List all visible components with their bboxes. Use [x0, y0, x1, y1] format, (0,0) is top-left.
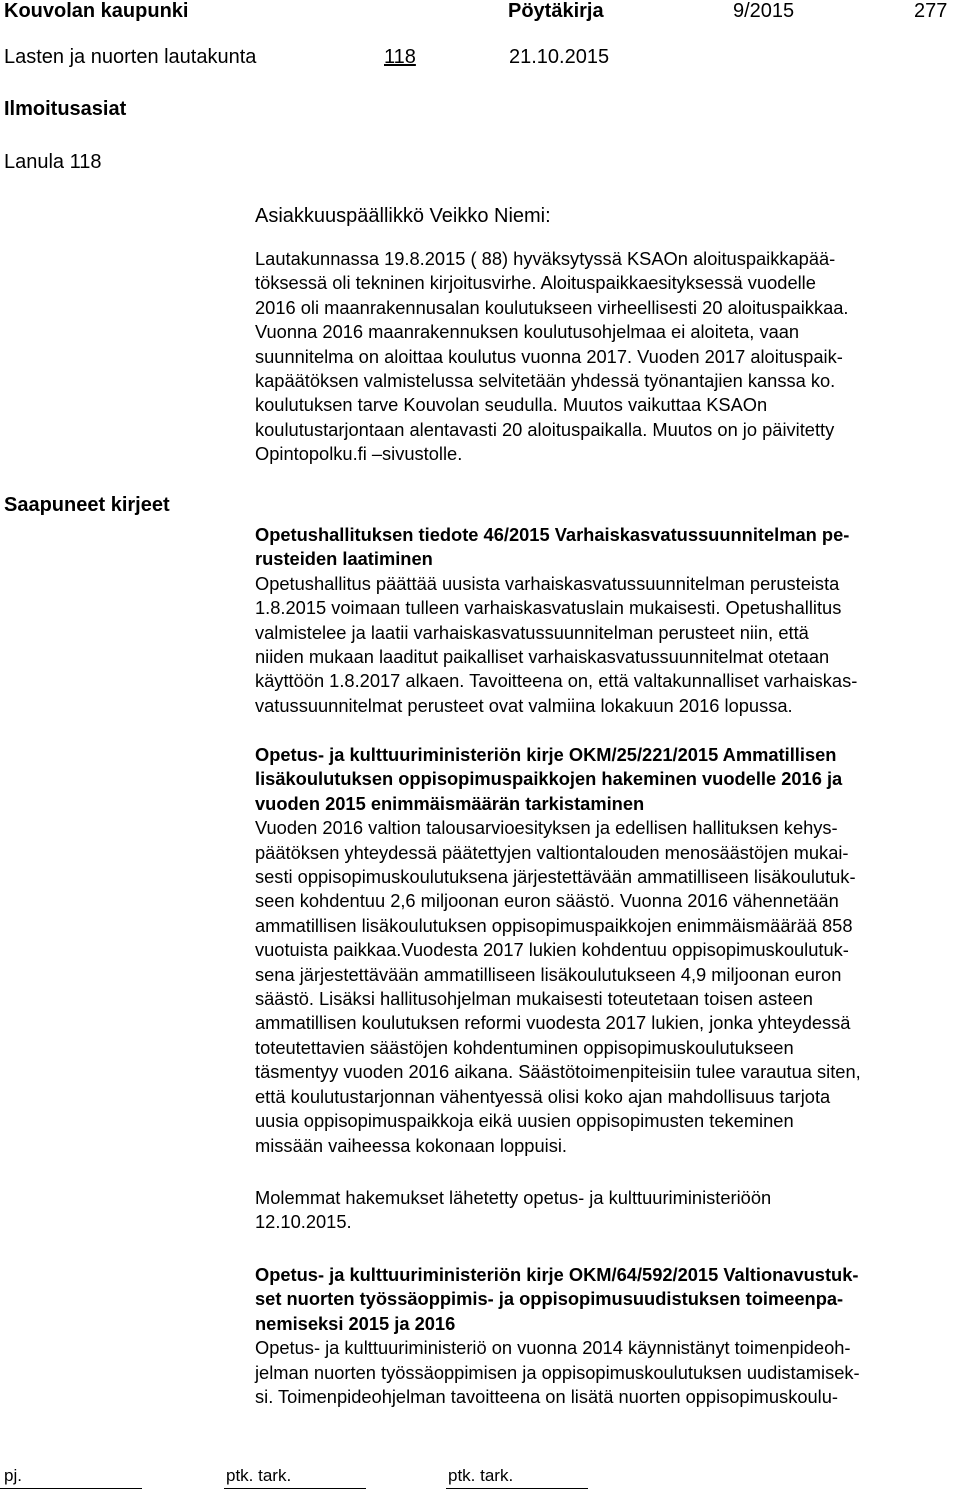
meeting-date: 21.10.2015: [509, 46, 610, 68]
section-number: 118: [384, 46, 416, 68]
text-line: seen kohdentuu 2,6 miljoonan euron säästö. Vuonna 2016 vähennetään: [255, 890, 839, 912]
text-line: käyttöön 1.8.2017 alkaen. Tavoitteena on, että valtakunnalliset varhaiskas-: [255, 670, 858, 692]
letter-okm-64: [255, 1263, 960, 1409]
text-line: missään vaiheessa kokonaan loppuisi.: [255, 1134, 567, 1156]
letter-title-line: Opetushallituksen tiedote 46/2015 Varhaiskasvatussuunnitelman pe-: [255, 524, 850, 545]
text-line: si. Toimenpideohjelman tavoitteena on lisätä nuorten oppisopimuskoulu-: [255, 1386, 838, 1408]
committee-name: Lasten ja nuorten lautakunta: [4, 46, 257, 68]
section-heading-saapuneet-kirjeet: Saapuneet kirjeet: [4, 494, 170, 516]
text-line: päätöksen yhteydessä päätettyjen valtiontalouden menosäästöjen mukai-: [255, 841, 849, 863]
text-line: kapäätöksen valmistelussa selvitetään yhdessä työnantajien kanssa ko.: [255, 370, 836, 392]
text-line: Opintopolku.fi –sivustolle.: [255, 443, 463, 465]
letter-title-line: Opetus- ja kulttuuriministeriön kirje OKM/64/592/2015 Valtionavustuk-: [255, 1264, 859, 1285]
letter-title-line: lisäkoulutuksen oppisopimuspaikkojen hakeminen vuodelle 2016 ja: [255, 768, 843, 790]
organization-name: Kouvolan kaupunki: [4, 0, 189, 22]
text-line: ammatillisen koulutuksen reformi vuodesta 2017 lukien, jonka yhteydessä: [255, 1012, 851, 1034]
text-line: 2016 oli maanrakennusalan koulutukseen virheellisesti 20 aloituspaikkaa.: [255, 296, 849, 318]
text-line: Molemmat hakemukset lähetetty opetus- ja kulttuuriministeriöön: [255, 1187, 772, 1208]
section-heading-lanula: Lanula 118: [4, 151, 102, 173]
text-line: koulutustarjontaan alentavasti 20 aloituspaikalla. Muutos on jo päivitetty: [255, 418, 835, 440]
text-line: sena järjestettävään ammatilliseen lisäkoulutukseen 4,9 miljoonan euron: [255, 963, 842, 985]
text-line: uusia oppisopimuspaikkoja eikä uusien oppisopimusten tekeminen: [255, 1110, 794, 1132]
letter-title-line: set nuorten työssäoppimis- ja oppisopimusuudistuksen toimeenpa-: [255, 1288, 844, 1310]
signature-reviewer-2: ptk. tark.: [448, 1466, 514, 1485]
text-line: niiden mukaan laaditut paikalliset varhaiskasvatussuunnitelmat otetaan: [255, 646, 830, 668]
text-line: 12.10.2015.: [255, 1211, 352, 1233]
page-number: 277: [914, 0, 948, 22]
letter-title-line: nemiseksi 2015 ja 2016: [255, 1312, 456, 1334]
ilmoitusasiat-paragraph: [255, 247, 960, 467]
letter-opetushallitus: [255, 523, 960, 718]
text-line: säästö. Lisäksi hallitusohjelman mukaisesti toteutetaan toisen asteen: [255, 988, 813, 1010]
text-line: valmistelee ja laatii varhaiskasvatussuunnitelman perusteet niin, että: [255, 621, 809, 643]
text-line: töksessä oli tekninen kirjoitusvirhe. Aloituspaikkaesityksessä vuodelle: [255, 272, 816, 294]
document-type: Pöytäkirja: [508, 0, 604, 22]
text-line: 1.8.2015 voimaan tulleen varhaiskasvatuslain mukaisesti. Opetushallitus: [255, 597, 842, 619]
text-line: Lautakunnassa 19.8.2015 ( 88) hyväksytyssä KSAOn aloituspaikkapää-: [255, 248, 836, 269]
text-line: Vuonna 2016 maanrakennuksen koulutusohjelmaa ei aloiteta, vaan: [255, 321, 800, 343]
letter-title-line: Opetus- ja kulttuuriministeriön kirje OKM/25/221/2015 Ammatillisen: [255, 744, 837, 765]
text-line: vatussuunnitelmat perusteet ovat valmiina lokakuun 2016 lopussa.: [255, 694, 793, 716]
text-line: täsmentyy vuoden 2016 aikana. Säästötoimenpiteisiin tulee varautua siten,: [255, 1061, 861, 1083]
text-line: Opetus- ja kulttuuriministeriö on vuonna 2014 käynnistänyt toimenpideoh-: [255, 1337, 851, 1359]
signature-chair: pj.: [4, 1466, 22, 1485]
signature-line: [0, 1488, 142, 1489]
signature-line: [446, 1488, 588, 1489]
letter-title-line: rusteiden laatiminen: [255, 548, 433, 570]
text-line: koulutuksen tarve Kouvolan seudulla. Muutos vaikuttaa KSAOn: [255, 394, 768, 416]
speaker-line: Asiakkuuspäällikkö Veikko Niemi:: [255, 205, 551, 227]
signature-line: [224, 1488, 366, 1489]
text-line: vuotuista paikkaa.Vuodesta 2017 lukien kohdentuu oppisopimuskoulutuk-: [255, 939, 849, 961]
text-line: että koulutustarjonnan vähentyessä olisi koko ajan mahdollisuus tarjota: [255, 1085, 831, 1107]
text-line: jelman nuorten työssäoppimisen ja oppisopimuskoulutuksen uudistamisek-: [255, 1361, 860, 1383]
letter-okm-25-note: [255, 1186, 960, 1235]
text-line: ammatillisen lisäkoulutuksen oppisopimuspaikkojen enimmäismäärää 858: [255, 914, 853, 936]
text-line: suunnitelma on aloittaa koulutus vuonna 2017. Vuoden 2017 aloituspaik-: [255, 345, 843, 367]
letter-okm-25: [255, 743, 960, 1158]
text-line: Opetushallitus päättää uusista varhaiskasvatussuunnitelman perusteista: [255, 572, 840, 594]
section-heading-ilmoitusasiat: Ilmoitusasiat: [4, 98, 127, 120]
text-line: toteutettavien säästöjen kohdentuminen oppisopimuskoulutukseen: [255, 1036, 794, 1058]
text-line: sesti oppisopimuskoulutuksena järjestettävään ammatilliseen lisäkoulutuk-: [255, 866, 856, 888]
text-line: Vuoden 2016 valtion talousarvioesityksen ja edellisen hallituksen kehys-: [255, 817, 838, 839]
letter-title-line: vuoden 2015 enimmäismäärän tarkistaminen: [255, 792, 645, 814]
signature-reviewer-1: ptk. tark.: [226, 1466, 292, 1485]
issue-number: 9/2015: [733, 0, 795, 22]
